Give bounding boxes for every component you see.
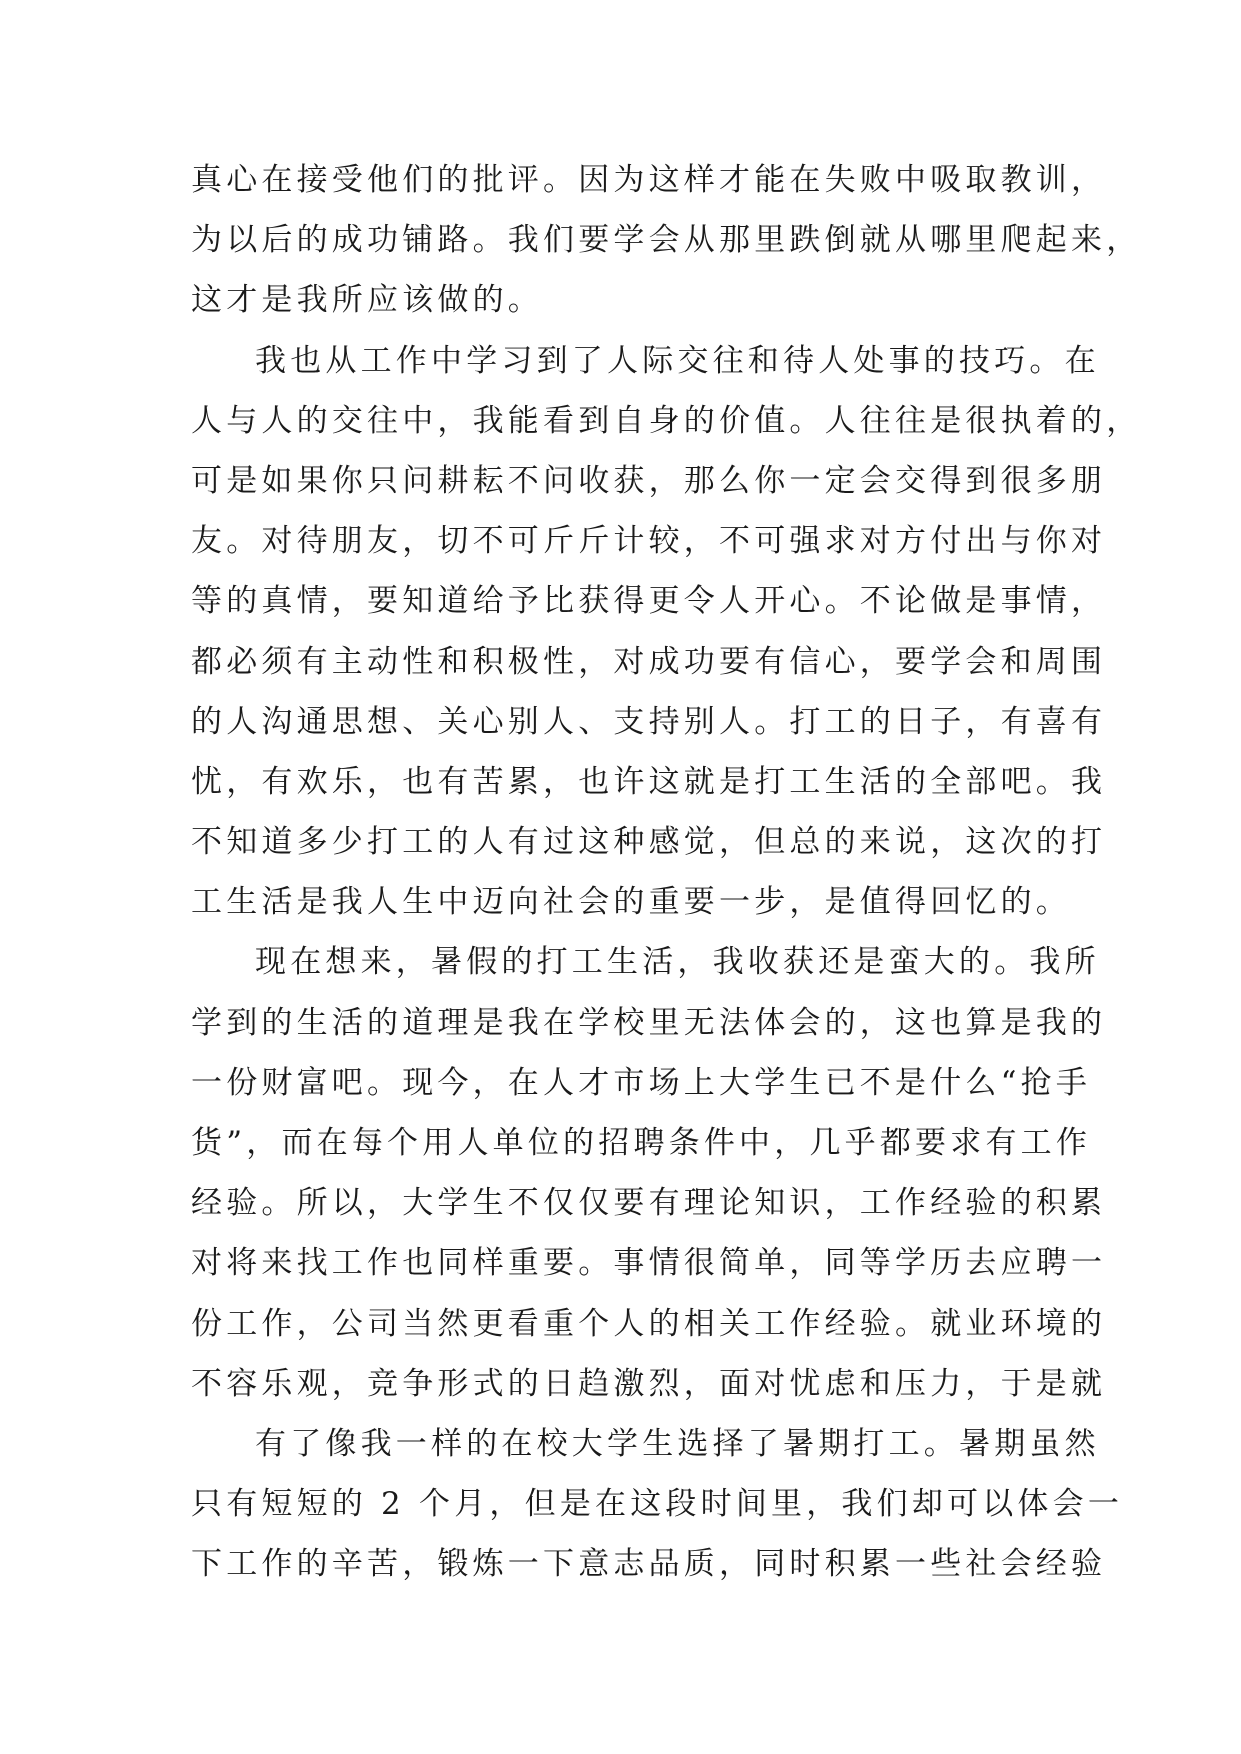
text-line: 为以后的成功铺路。我们要学会从那里跌倒就从哪里爬起来， (191, 222, 1142, 259)
text-line: 份工作，公司当然更看重个人的相关工作经验。就业环境的 (191, 1305, 1107, 1342)
text-line: 学到的生活的道理是我在学校里无法体会的，这也算是我的 (191, 1004, 1107, 1041)
text-line: 人与人的交往中，我能看到自身的价值。人往往是很执着的， (191, 402, 1142, 439)
text-line: 有了像我一样的在校大学生选择了暑期打工。暑期虽然 (255, 1425, 1100, 1462)
text-line: 这才是我所应该做的。 (191, 282, 543, 319)
text-line: 的人沟通思想、关心别人、支持别人。打工的日子，有喜有 (191, 703, 1107, 740)
text-line: 下工作的辛苦，锻炼一下意志品质，同时积累一些社会经验 (191, 1546, 1107, 1583)
text-line: 忧，有欢乐，也有苦累，也许这就是打工生活的全部吧。我 (191, 763, 1107, 800)
text-line: 一份财富吧。现今，在人才市场上大学生已不是什么“抢手 (191, 1064, 1092, 1101)
text-line: 工生活是我人生中迈向社会的重要一步，是值得回忆的。 (191, 884, 1071, 921)
text-line: 不知道多少打工的人有过这种感觉，但总的来说，这次的打 (191, 824, 1107, 861)
text-line: 对将来找工作也同样重要。事情很简单，同等学历去应聘一 (191, 1245, 1107, 1282)
body-text (191, 150, 1142, 1595)
text-line: 等的真情，要知道给予比获得更令人开心。不论做是事情， (191, 583, 1107, 620)
text-line: 现在想来，暑假的打工生活，我收获还是蛮大的。我所 (255, 944, 1100, 981)
text-line: 可是如果你只问耕耘不问收获，那么你一定会交得到很多朋 (191, 462, 1107, 499)
text-line: 我也从工作中学习到了人际交往和待人处事的技巧。在 (255, 342, 1100, 379)
text-line: 都必须有主动性和积极性，对成功要有信心，要学会和周围 (191, 643, 1107, 680)
text-line: 经验。所以，大学生不仅仅要有理论知识，工作经验的积累 (191, 1185, 1107, 1222)
text-line: 真心在接受他们的批评。因为这样才能在失败中吸取教训， (191, 162, 1107, 198)
text-line: 不容乐观，竞争形式的日趋激烈，面对忧虑和压力，于是就 (191, 1365, 1107, 1402)
text-line: 只有短短的 2 个月，但是在这段时间里，我们却可以体会一 (191, 1486, 1124, 1523)
text-line: 货”，而在每个用人单位的招聘条件中，几乎都要求有工作 (191, 1125, 1092, 1161)
text-line: 友。对待朋友，切不可斤斤计较，不可强求对方付出与你对 (191, 523, 1107, 560)
